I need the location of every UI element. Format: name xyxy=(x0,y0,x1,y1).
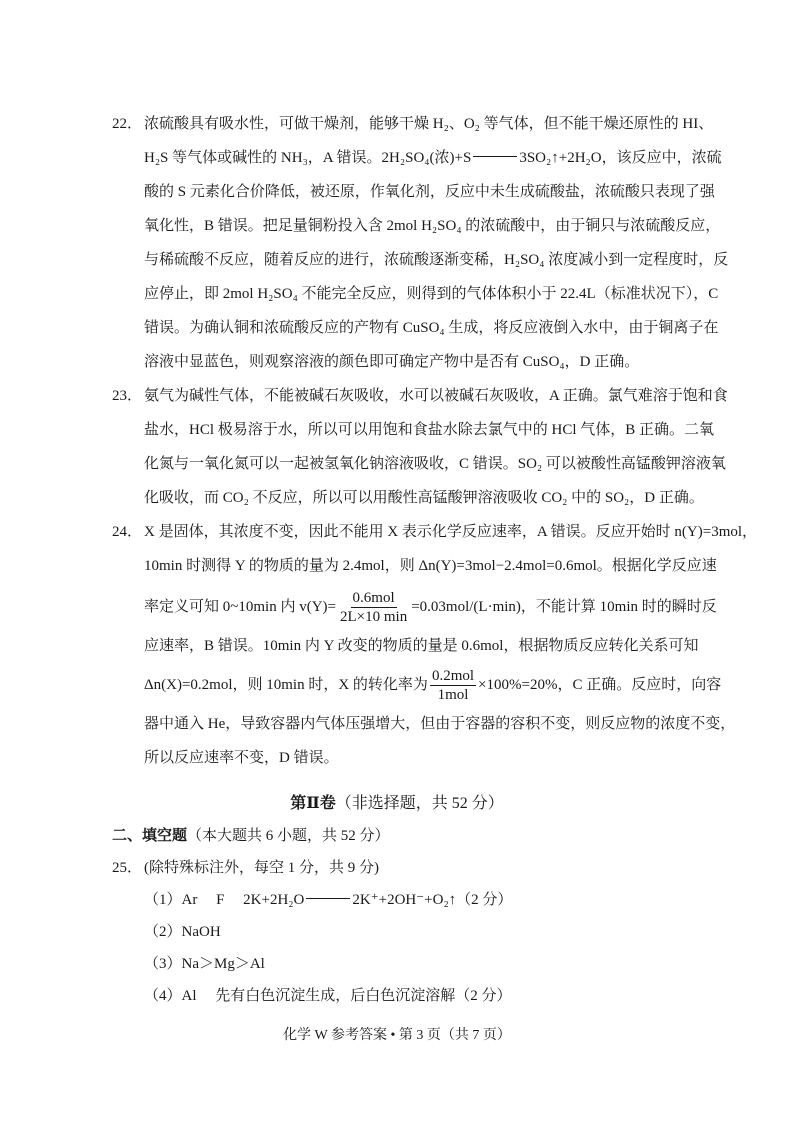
q22-line-5: 与稀硫酸不反应，随着反应的进行，浓硫酸逐渐变稀，H₂SO₄ 浓度减小到一定程度时，反 xyxy=(144,252,729,268)
q22-line-2 xyxy=(144,148,722,168)
part2-heading-bold: 二、填空题 xyxy=(112,828,188,844)
q23-line-2: 盐水，HCl 极易溶于水，所以可以用饱和食盐水除去氯气中的 HCl 气体，B 正确。二氧 xyxy=(144,422,715,438)
q22-line-7: 错误。为确认铜和浓硫酸反应的产物有 CuSO₄ 生成，将反应液倒入水中，由于铜离子在 xyxy=(144,320,719,336)
q24-line-5b: ×100%=20%，C 正确。反应时，向容 xyxy=(478,677,722,693)
q25-intro: (除特殊标注外，每空 1 分，共 9 分) xyxy=(144,860,379,876)
q25-answer-1b: 2K⁺+2OH⁻+O₂↑（2 分） xyxy=(352,892,513,908)
q24-line-3 xyxy=(144,588,717,626)
q22-line-2a: H₂S 等气体或碱性的 NH₃，A 错误。2H₂SO₄(浓)+S xyxy=(144,150,472,166)
part2-heading xyxy=(112,826,390,846)
q24-line-6: 器中通入 He，导致容器内气体压强增大，但由于容器的容积不变，则反应物的浓度不变， xyxy=(144,716,736,732)
q23-line-4: 化吸收，而 CO₂ 不反应，所以可以用酸性高锰酸钾溶液吸收 CO₂ 中的 SO₂，D 正确。 xyxy=(144,490,704,506)
q22-line-6: 应停止，即 2mol H₂SO₄ 不能完全反应，则得到的气体体积小于 22.4L（标准状况下），C xyxy=(144,286,719,302)
q22-number: 22． xyxy=(112,116,143,132)
q23-line-3: 化氮与一氧化氮可以一起被氢氧化钠溶液吸收，C 错误。SO₂ 可以被酸性高锰酸钾溶液氧 xyxy=(144,456,726,472)
rate-fraction-denominator: 2L×10 min xyxy=(339,609,408,626)
q24-line-1: X 是固体，其浓度不变，因此不能用 X 表示化学反应速率，A 错误。反应开始时 n(Y)=3mol， xyxy=(144,524,758,540)
q25-answer-1a: （1）Ar F 2K+2H₂O xyxy=(144,892,305,908)
q25-answer-3: （3）Na＞Mg＞Al xyxy=(144,956,265,972)
conversion-fraction xyxy=(430,668,476,703)
page-footer: 化学 W 参考答案 • 第 3 页（共 7 页） xyxy=(283,1028,511,1043)
q22-line-8: 溶液中显蓝色，则观察溶液的颜色即可确定产物中是否有 CuSO₄，D 正确。 xyxy=(144,354,640,370)
q24-line-5 xyxy=(144,666,721,704)
section-title-rest: （非选择题，共 52 分） xyxy=(335,795,504,812)
q24-line-5a: Δn(X)=0.2mol，则 10min 时，X 的转化率为 xyxy=(144,677,428,693)
section-title xyxy=(0,790,794,813)
q23-line-1: 氨气为碱性气体，不能被碱石灰吸收，水可以被碱石灰吸收，A 正确。氯气难溶于饱和食 xyxy=(144,388,728,404)
q24-line-3a: 率定义可知 0~10min 内 v(Y)= xyxy=(144,599,336,615)
q24-line-2: 10min 时测得 Y 的物质的量为 2.4mol，则 Δn(Y)=3mol−2.4mol=0.6mol。根据化学反应速 xyxy=(144,558,717,574)
equals-sign-icon xyxy=(306,898,350,899)
q22-line-1: 浓硫酸具有吸水性，可做干燥剂，能够干燥 H₂、O₂ 等气体，但不能干燥还原性的 HI、 xyxy=(144,116,714,132)
q24-line-3b: =0.03mol/(L·min)，不能计算 10min 时的瞬时反 xyxy=(411,599,717,615)
q24-line-7: 所以反应速率不变，D 错误。 xyxy=(144,750,339,766)
equals-sign-icon xyxy=(473,156,517,157)
rate-fraction xyxy=(338,590,409,625)
rate-fraction-numerator: 0.6mol xyxy=(352,590,395,607)
conversion-fraction-numerator: 0.2mol xyxy=(431,668,475,685)
q25-answer-2: （2）NaOH xyxy=(144,924,221,940)
q25-answer-1 xyxy=(144,890,512,910)
part2-heading-rest: （本大题共 6 小题，共 52 分） xyxy=(187,828,390,844)
q23-number: 23． xyxy=(112,388,143,404)
q24-number: 24． xyxy=(112,524,143,540)
section-title-bold: 第Ⅱ卷 xyxy=(290,795,336,812)
q22-line-4: 氧化性，B 错误。把足量铜粉投入含 2mol H₂SO₄ 的浓硫酸中，由于铜只与浓硫酸反应， xyxy=(144,218,721,234)
q24-line-4: 应速率，B 错误。10min 内 Y 改变的物质的量是 0.6mol，根据物质反应转化关系可知 xyxy=(144,638,699,654)
q22-line-3: 酸的 S 元素化合价降低，被还原，作氧化剂，反应中未生成硫酸盐，浓硫酸只表现了强 xyxy=(144,184,715,200)
q22-line-2b: 3SO₂↑+2H₂O，该反应中，浓硫 xyxy=(519,150,722,166)
conversion-fraction-denominator: 1mol xyxy=(437,687,469,704)
q25-answer-4: （4）Al 先有白色沉淀生成，后白色沉淀溶解（2 分） xyxy=(144,988,512,1004)
q25-number: 25． xyxy=(112,860,143,876)
